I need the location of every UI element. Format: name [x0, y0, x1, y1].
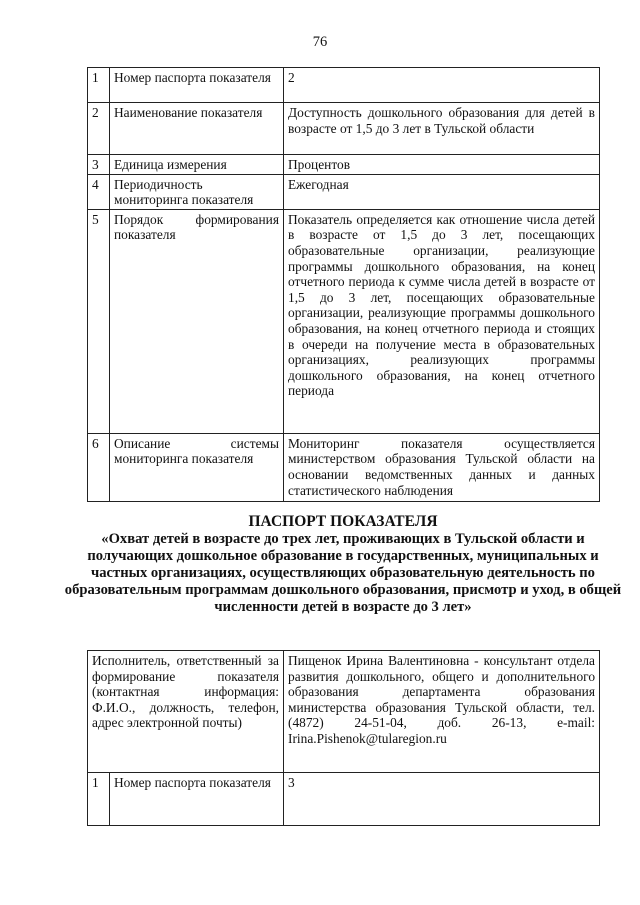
passport-title: ПАСПОРТ ПОКАЗАТЕЛЯ [248, 513, 438, 530]
row-number: 5 [88, 209, 110, 433]
row-label: Наименование показателя [110, 103, 284, 155]
row-label: Единица измерения [110, 155, 284, 175]
row-label: Номер паспорта показателя [110, 773, 284, 826]
row-number: 6 [88, 433, 110, 501]
table-row [88, 155, 600, 175]
row-number: 4 [88, 174, 110, 209]
row-label: Описание системы мониторинга показателя [110, 433, 284, 501]
row-number: 1 [88, 773, 110, 826]
table-row [88, 68, 600, 103]
row-value: 2 [284, 68, 600, 103]
table-row [88, 773, 600, 826]
passport-heading [60, 513, 626, 616]
page-number: 76 [312, 34, 328, 50]
row-label: Периодичность мониторинга показателя [110, 174, 284, 209]
table-row [88, 651, 600, 773]
indicator-passport-table-3 [87, 650, 600, 826]
row-value: Мониторинг показателя осуществляется министерством образования Тульской области на основании ведомственных данных и данных статистического наблюдения [284, 433, 600, 501]
row-label: Номер паспорта показателя [110, 68, 284, 103]
row-value: 3 [284, 773, 600, 826]
row-number: 1 [88, 68, 110, 103]
passport-subtitle: «Охват детей в возрасте до трех лет, проживающих в Тульской области и получающих дошкольное образование в государственных, муниципальных и частных организациях, осуществляющих образовательную деятельность по образовательным программам дошкольного образования, присмотр и уход, в общей численности детей в возрасте до 3 лет» [64, 531, 622, 615]
row-value: Ежегодная [284, 174, 600, 209]
indicator-passport-table-2 [87, 67, 600, 502]
row-label: Порядок формирования показателя [110, 209, 284, 433]
row-value: Доступность дошкольного образования для детей в возрасте от 1,5 до 3 лет в Тульской области [284, 103, 600, 155]
row-number: 2 [88, 103, 110, 155]
table-row [88, 174, 600, 209]
executor-value: Пищенок Ирина Валентиновна - консультант отдела развития дошкольного, общего и дополнительного образования департамента образования министерства образования Тульской области, тел. (4872) 24-51-04, доб. 26-13, e-mail: Irina.Pishenok@tularegion.ru [284, 651, 600, 773]
table-row [88, 209, 600, 433]
row-number: 3 [88, 155, 110, 175]
executor-label: Исполнитель, ответственный за формирование показателя (контактная информация: Ф.И.О., должность, телефон, адрес электронной почты) [88, 651, 284, 773]
table-row [88, 103, 600, 155]
row-value: Процентов [284, 155, 600, 175]
table-row [88, 433, 600, 501]
row-value: Показатель определяется как отношение числа детей в возрасте от 1,5 до 3 лет, посещающих образовательные организации, реализующие программы дошкольного образования, на конец отчетного периода к сумме числа детей в возрасте от 1,5 до 3 лет, посещающих образовательные организации, реализующие программы дошкольного образования, на конец отчетного периода и стоящих в очереди на получение места в образовательных организациях, реализующих программы дошкольного образования, на конец отчетного периода [284, 209, 600, 433]
